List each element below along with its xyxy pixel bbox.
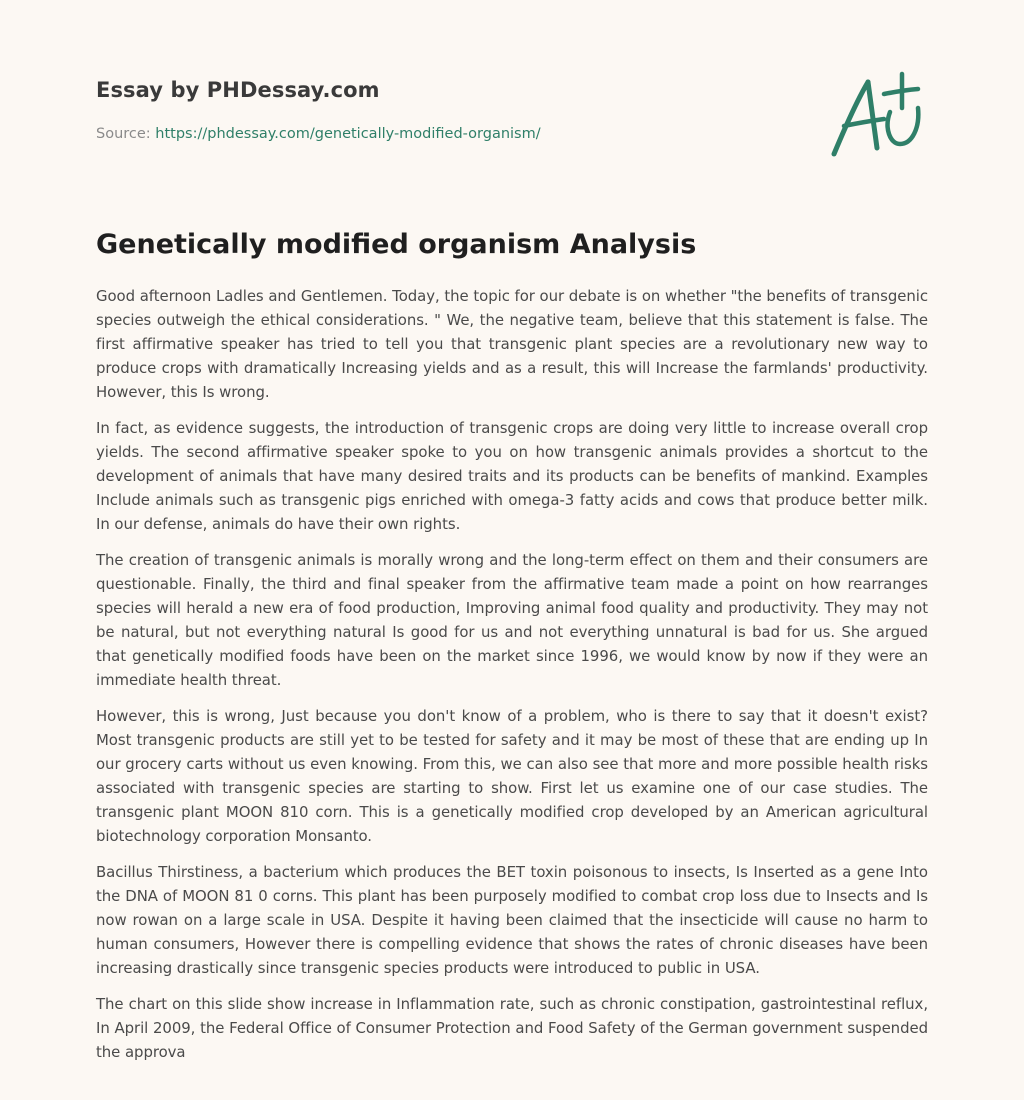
essay-paragraph: In fact, as evidence suggests, the introduction of transgenic crops are doing very little to increase overall crop yields. The second affirmative speaker spoke to you on how transgenic animals provides a shortcut to the development of animals that have many desired traits and its products can be benefits of mankind. Examples Include animals such as transgenic pigs enriched with omega-3 fatty acids and cows that produce better milk. In our defense, animals do have their own rights. [96, 419, 928, 533]
essay-body [96, 284, 928, 1076]
essay-paragraph: The chart on this slide show increase in Inflammation rate, such as chronic constipation, gastrointestinal reflux, In April 2009, the Federal Office of Consumer Protection and Food Safety of the German government suspended the approva [96, 995, 928, 1061]
source-line [96, 124, 541, 144]
source-label: Source: [96, 126, 156, 142]
page-header [96, 76, 928, 166]
source-link[interactable]: https://phdessay.com/genetically-modified-organism/ [155, 126, 541, 142]
essay-paragraph: Bacillus Thirstiness, a bacterium which produces the BET toxin poisonous to insects, Is Inserted as a gene Into the DNA of MOON 81 0 corns. This plant has been purposely modified to combat crop loss due to Insects and Is now rowan on a large scale in USA. Despite it having been claimed that the insecticide will cause no harm to human consumers, However there is compelling evidence that shows the rates of chronic diseases have been increasing drastically since transgenic species products were introduced to public in USA. [96, 863, 928, 977]
a-plus-logo-icon[interactable] [824, 68, 928, 164]
essay-paragraph: The creation of transgenic animals is morally wrong and the long-term effect on them and their consumers are questionable. Finally, the third and final speaker from the affirmative team made a point on how rearranges species will herald a new era of food production, Improving animal food quality and productivity. They may not be natural, but not everything natural Is good for us and not everything unnatural is bad for us. She argued that genetically modified foods have been on the market since 1996, we would know by now if they were an immediate health threat. [96, 551, 928, 689]
essay-paragraph: Good afternoon Ladles and Gentlemen. Today, the topic for our debate is on whether "the benefits of transgenic species outweigh the ethical considerations. " We, the negative team, believe that this statement is false. The first affirmative speaker has tried to tell you that transgenic plant species are a revolutionary new way to produce crops with dramatically Increasing yields and as a result, this will Increase the farmlands' productivity. However, this Is wrong. [96, 287, 928, 401]
essay-title: Genetically modified organism Analysis [96, 229, 697, 260]
site-brand[interactable]: Essay by PHDessay.com [96, 78, 380, 102]
essay-paragraph: However, this is wrong, Just because you don't know of a problem, who is there to say that it doesn't exist? Most transgenic products are still yet to be tested for safety and it may be most of these that are ending up In our grocery carts without us even knowing. From this, we can also see that more and more possible health risks associated with transgenic species are starting to show. First let us examine one of our case studies. The transgenic plant MOON 810 corn. This is a genetically modified crop developed by an American agricultural biotechnology corporation Monsanto. [96, 707, 928, 845]
